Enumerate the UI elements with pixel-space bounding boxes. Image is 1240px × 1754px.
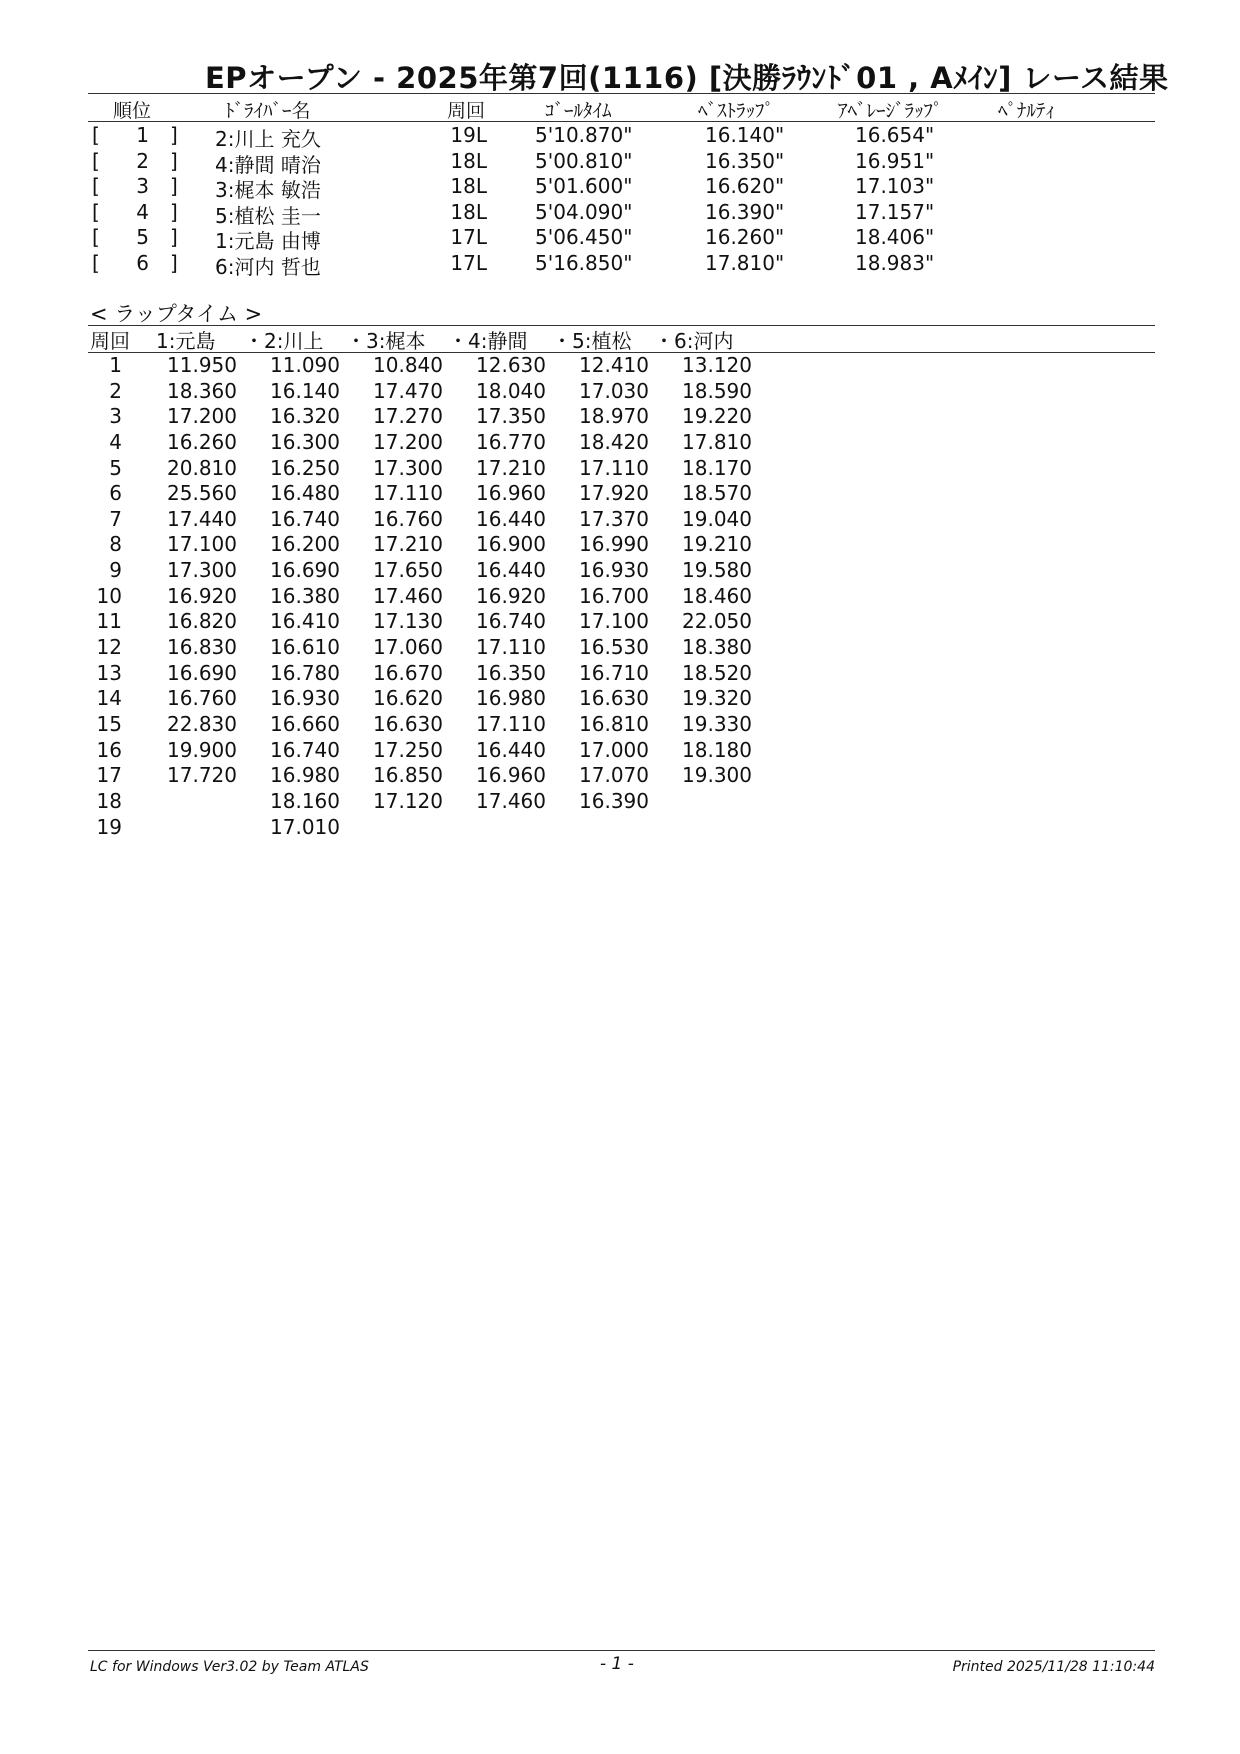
lap-time-cell: 19.900: [167, 737, 237, 762]
lap-time-cell: 18.570: [682, 481, 752, 506]
lap-row: [0, 353, 1240, 379]
lap-time-cell: 17.210: [476, 455, 546, 480]
lap-number-cell: 7: [109, 506, 122, 531]
average-lap-cell: 18.983": [855, 250, 935, 275]
lap-time-cell: 17.110: [476, 635, 546, 660]
lap-number-cell: 9: [109, 558, 122, 583]
lap-time-cell: 16.690: [167, 660, 237, 685]
lap-time-cell: 11.950: [167, 353, 237, 377]
rank-bracket-close: ]: [170, 225, 178, 250]
footer-software-credit: LC for Windows Ver3.02 by Team ATLAS: [90, 1659, 369, 1675]
best-lap-cell: 16.350": [705, 148, 785, 173]
best-lap-header: ﾍﾞｽﾄﾗｯﾌﾟ: [698, 100, 775, 122]
best-lap-cell: 16.390": [705, 199, 785, 224]
average-lap-header: ｱﾍﾞﾚｰｼﾞﾗｯﾌﾟ: [838, 100, 943, 122]
lap-time-cell: 17.200: [373, 429, 443, 454]
result-row: [0, 251, 1240, 277]
lap-times-title: < ラップタイム >: [90, 302, 263, 326]
lap-time-cell: 17.200: [167, 404, 237, 429]
lap-time-cell: 16.740: [270, 506, 340, 531]
lap-number-cell: 6: [109, 481, 122, 506]
lap-time-cell: 16.820: [167, 609, 237, 634]
goal-time-header: ｺﾞｰﾙﾀｲﾑ: [545, 100, 612, 122]
lap-time-cell: 17.110: [579, 455, 649, 480]
average-lap-cell: 16.951": [855, 148, 935, 173]
lap-time-cell: 18.160: [270, 788, 340, 813]
lap-time-cell: 17.250: [373, 737, 443, 762]
lap-time-cell: 16.710: [579, 660, 649, 685]
lap-time-cell: 16.320: [270, 404, 340, 429]
lap-number-cell: 13: [96, 660, 122, 685]
lap-time-cell: 17.100: [579, 609, 649, 634]
result-row: [0, 149, 1240, 175]
laps-cell: 17L: [450, 250, 487, 275]
lap-time-cell: 17.100: [167, 532, 237, 557]
lap-time-cell: 16.390: [579, 788, 649, 813]
lap-time-cell: 17.120: [373, 788, 443, 813]
rank-bracket-close: ]: [170, 250, 178, 275]
lap-number-cell: 2: [109, 378, 122, 403]
lap-time-cell: 16.530: [579, 635, 649, 660]
lap-time-cell: 17.650: [373, 558, 443, 583]
rank-bracket-open: [: [92, 123, 100, 147]
lap-time-cell: 18.180: [682, 737, 752, 762]
lap-time-cell: 17.210: [373, 532, 443, 557]
lap-time-cell: 17.300: [373, 455, 443, 480]
rank-cell: 2: [136, 148, 149, 173]
lap-time-cell: 16.850: [373, 763, 443, 788]
lap-time-cell: 17.030: [579, 378, 649, 403]
lap-number-cell: 1: [109, 353, 122, 377]
rank-bracket-open: [: [92, 199, 100, 224]
rank-bracket-close: ]: [170, 123, 178, 147]
lap-time-cell: 16.920: [476, 583, 546, 608]
lap-time-cell: 16.700: [579, 583, 649, 608]
lap-time-cell: 17.470: [373, 378, 443, 403]
average-lap-cell: 18.406": [855, 225, 935, 250]
results-header-divider: [88, 121, 1155, 122]
lap-time-cell: 17.110: [373, 481, 443, 506]
average-lap-cell: 17.103": [855, 174, 935, 199]
laps-cell: 18L: [450, 199, 487, 224]
lap-time-cell: 17.440: [167, 506, 237, 531]
lap-driver-header: ・6:河内: [654, 329, 734, 353]
lap-time-cell: 17.000: [579, 737, 649, 762]
lap-time-cell: 16.440: [476, 558, 546, 583]
rank-bracket-open: [: [92, 250, 100, 275]
lap-time-cell: 16.630: [373, 711, 443, 736]
lap-row: [0, 789, 1240, 815]
lap-driver-header: ・5:植松: [552, 329, 632, 353]
report-title: EPオープン - 2025年第7回(1116) [決勝ﾗｳﾝﾄﾞ01 , Aﾒｲﾝ] レース結果: [205, 61, 1169, 95]
lap-row: [0, 481, 1240, 507]
lap-driver-header: ・4:静間: [448, 329, 528, 353]
lap-row: [0, 763, 1240, 789]
best-lap-cell: 16.260": [705, 225, 785, 250]
lap-time-cell: 16.990: [579, 532, 649, 557]
lap-time-cell: 17.350: [476, 404, 546, 429]
rank-cell: 3: [136, 174, 149, 199]
lap-time-cell: 16.760: [167, 686, 237, 711]
lap-time-cell: 19.040: [682, 506, 752, 531]
driver-cell: 4:静間 晴治: [215, 152, 321, 177]
rank-cell: 6: [136, 250, 149, 275]
driver-cell: 6:河内 哲也: [215, 254, 321, 279]
lap-number-cell: 16: [96, 737, 122, 762]
result-row: [0, 225, 1240, 254]
driver-cell: 5:植松 圭一: [215, 203, 321, 228]
result-row: [0, 123, 1240, 149]
lap-number-header: 周回: [90, 329, 130, 353]
lap-time-cell: 18.040: [476, 378, 546, 403]
lap-time-cell: 16.900: [476, 532, 546, 557]
lap-time-cell: 18.360: [167, 378, 237, 403]
lap-time-cell: 17.110: [476, 711, 546, 736]
lap-number-cell: 11: [96, 609, 122, 634]
lap-row: [0, 558, 1240, 584]
lap-time-cell: 17.300: [167, 558, 237, 583]
lap-time-cell: 22.830: [167, 711, 237, 736]
penalty-header: ﾍﾟﾅﾙﾃｨ: [998, 100, 1056, 122]
lap-time-cell: 12.630: [476, 353, 546, 377]
lap-time-cell: 16.140: [270, 378, 340, 403]
goal-time-cell: 5'06.450": [535, 225, 633, 250]
lap-number-cell: 15: [96, 711, 122, 736]
average-lap-cell: 17.157": [855, 199, 935, 224]
lap-time-cell: 11.090: [270, 353, 340, 377]
footer-divider: [88, 1650, 1155, 1651]
lap-time-cell: 13.120: [682, 353, 752, 377]
lap-time-cell: 16.980: [476, 686, 546, 711]
lap-time-cell: 19.220: [682, 404, 752, 429]
rank-cell: 4: [136, 199, 149, 224]
lap-time-cell: 19.300: [682, 763, 752, 788]
lap-time-cell: 16.670: [373, 660, 443, 685]
lap-number-cell: 4: [109, 429, 122, 454]
lap-time-cell: 17.720: [167, 763, 237, 788]
laps-cell: 18L: [450, 148, 487, 173]
lap-number-cell: 19: [96, 814, 122, 839]
lap-time-cell: 16.630: [579, 686, 649, 711]
lap-time-cell: 18.970: [579, 404, 649, 429]
lap-time-cell: 16.930: [579, 558, 649, 583]
lap-time-cell: 18.420: [579, 429, 649, 454]
lap-row: [0, 738, 1240, 764]
average-lap-cell: 16.654": [855, 123, 935, 147]
laps-cell: 18L: [450, 174, 487, 199]
lap-time-cell: 16.260: [167, 429, 237, 454]
lap-time-cell: 17.460: [476, 788, 546, 813]
goal-time-cell: 5'00.810": [535, 148, 633, 173]
lap-time-cell: 16.980: [270, 763, 340, 788]
lap-row: [0, 609, 1240, 635]
lap-time-cell: 17.130: [373, 609, 443, 634]
lap-time-cell: 16.350: [476, 660, 546, 685]
lap-time-cell: 16.810: [579, 711, 649, 736]
lap-row: [0, 661, 1240, 687]
rank-bracket-open: [: [92, 148, 100, 173]
driver-header: ﾄﾞﾗｲﾊﾞｰ名: [225, 100, 311, 122]
lap-row: [0, 584, 1240, 610]
lap-number-cell: 14: [96, 686, 122, 711]
lap-time-cell: 17.010: [270, 814, 340, 839]
lap-number-cell: 10: [96, 583, 122, 608]
laps-cell: 19L: [450, 123, 487, 147]
lap-row: [0, 532, 1240, 558]
lap-time-cell: 19.320: [682, 686, 752, 711]
rank-header: 順位: [113, 100, 152, 122]
rank-bracket-open: [: [92, 225, 100, 250]
lap-number-cell: 18: [96, 788, 122, 813]
lap-driver-header: ・3:梶本: [346, 329, 426, 353]
lap-time-cell: 17.270: [373, 404, 443, 429]
lap-time-cell: 18.590: [682, 378, 752, 403]
result-row: [0, 200, 1240, 226]
lap-time-cell: 16.690: [270, 558, 340, 583]
lap-time-cell: 16.440: [476, 506, 546, 531]
lap-time-cell: 16.770: [476, 429, 546, 454]
best-lap-cell: 16.140": [705, 123, 785, 147]
title-divider: [88, 93, 1155, 94]
footer-printed-timestamp: Printed 2025/11/28 11:10:44: [952, 1659, 1155, 1675]
rank-bracket-open: [: [92, 174, 100, 199]
lap-time-cell: 16.920: [167, 583, 237, 608]
driver-cell: 3:梶本 敏浩: [215, 178, 321, 203]
lap-time-cell: 12.410: [579, 353, 649, 377]
lap-time-cell: 16.960: [476, 481, 546, 506]
lap-time-cell: 16.960: [476, 763, 546, 788]
lap-times-table: [0, 353, 1240, 840]
lap-time-cell: 16.610: [270, 635, 340, 660]
lap-row: [0, 430, 1240, 456]
results-table: [0, 123, 1240, 277]
lap-time-cell: 16.410: [270, 609, 340, 634]
lap-row: [0, 635, 1240, 661]
laps-header: 周回: [447, 100, 486, 122]
lap-time-cell: 17.810: [682, 429, 752, 454]
lap-time-cell: 16.250: [270, 455, 340, 480]
rank-cell: 5: [136, 225, 149, 250]
goal-time-cell: 5'16.850": [535, 250, 633, 275]
lap-number-cell: 5: [109, 455, 122, 480]
rank-bracket-close: ]: [170, 199, 178, 224]
lap-time-cell: 16.830: [167, 635, 237, 660]
lap-time-cell: 19.210: [682, 532, 752, 557]
best-lap-cell: 16.620": [705, 174, 785, 199]
lap-time-cell: 16.930: [270, 686, 340, 711]
lap-times-header: [0, 325, 1240, 353]
lap-time-cell: 16.620: [373, 686, 443, 711]
lap-time-cell: 16.740: [476, 609, 546, 634]
goal-time-cell: 5'04.090": [535, 199, 633, 224]
lap-time-cell: 16.480: [270, 481, 340, 506]
lap-row: [0, 404, 1240, 430]
results-header: [0, 96, 1240, 120]
lap-time-cell: 18.170: [682, 455, 752, 480]
lap-time-cell: 17.920: [579, 481, 649, 506]
goal-time-cell: 5'01.600": [535, 174, 633, 199]
lap-time-cell: 16.780: [270, 660, 340, 685]
lap-time-cell: 16.740: [270, 737, 340, 762]
laps-cell: 17L: [450, 225, 487, 250]
lap-time-cell: 18.380: [682, 635, 752, 660]
lap-time-cell: 16.760: [373, 506, 443, 531]
result-row: [0, 174, 1240, 203]
lap-driver-header: 1:元島: [156, 329, 216, 353]
driver-cell: 2:川上 充久: [215, 127, 321, 151]
lap-number-cell: 17: [96, 763, 122, 788]
lap-row: [0, 507, 1240, 533]
lap-time-cell: 16.380: [270, 583, 340, 608]
lap-time-cell: 20.810: [167, 455, 237, 480]
lap-time-cell: 17.060: [373, 635, 443, 660]
lap-time-cell: 17.460: [373, 583, 443, 608]
rank-bracket-close: ]: [170, 148, 178, 173]
lap-number-cell: 8: [109, 532, 122, 557]
best-lap-cell: 17.810": [705, 250, 785, 275]
lap-time-cell: 19.580: [682, 558, 752, 583]
lap-time-cell: 10.840: [373, 353, 443, 377]
lap-row: [0, 712, 1240, 738]
lap-header-top-divider: [88, 325, 1155, 326]
lap-row: [0, 379, 1240, 405]
lap-number-cell: 3: [109, 404, 122, 429]
lap-row: [0, 815, 1240, 841]
lap-time-cell: 18.520: [682, 660, 752, 685]
lap-time-cell: 16.300: [270, 429, 340, 454]
lap-time-cell: 16.660: [270, 711, 340, 736]
lap-time-cell: 22.050: [682, 609, 752, 634]
rank-bracket-close: ]: [170, 174, 178, 199]
lap-row: [0, 686, 1240, 712]
lap-time-cell: 19.330: [682, 711, 752, 736]
lap-row: [0, 456, 1240, 482]
lap-time-cell: 17.070: [579, 763, 649, 788]
driver-cell: 1:元島 由博: [215, 229, 321, 254]
lap-time-cell: 18.460: [682, 583, 752, 608]
rank-cell: 1: [136, 123, 149, 147]
lap-number-cell: 12: [96, 635, 122, 660]
footer-page-number: - 1 -: [600, 1654, 634, 1674]
lap-time-cell: 17.370: [579, 506, 649, 531]
lap-time-cell: 16.440: [476, 737, 546, 762]
lap-time-cell: 25.560: [167, 481, 237, 506]
lap-time-cell: 16.200: [270, 532, 340, 557]
goal-time-cell: 5'10.870": [535, 123, 633, 147]
lap-driver-header: ・2:川上: [244, 329, 324, 353]
